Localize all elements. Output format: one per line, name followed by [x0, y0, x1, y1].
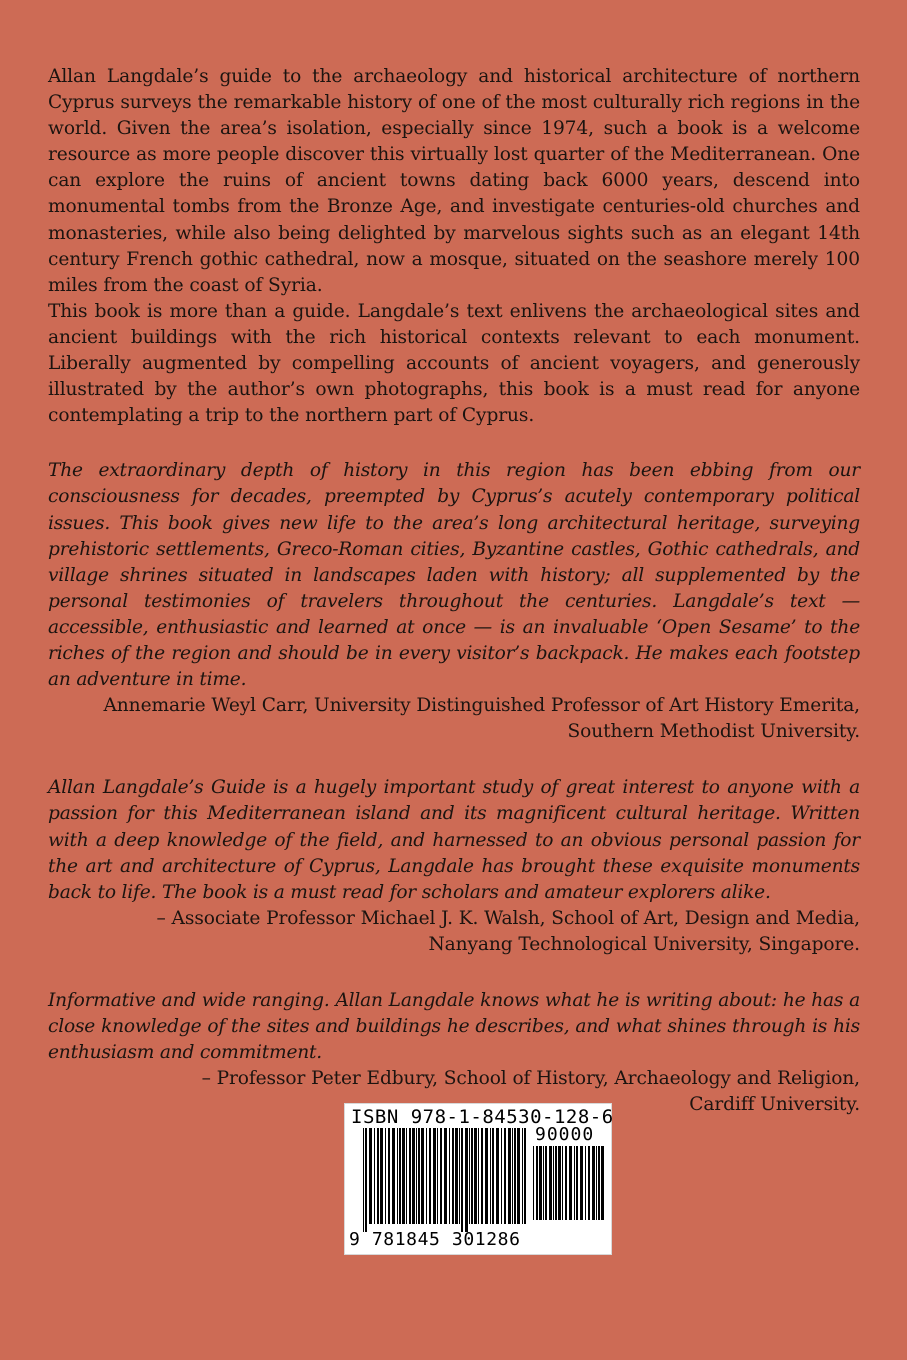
barcode-bar	[402, 1128, 405, 1224]
barcode-bar	[426, 1128, 427, 1224]
barcode-bar	[363, 1128, 364, 1232]
barcode-bar	[601, 1146, 604, 1220]
barcode-bar	[485, 1128, 488, 1224]
review-quote: Informative and wide ranging. Allan Langdale knows what he is writing about: he has a close knowledge of the sites and buildings he describes, and what shines through is his enthusiasm and commitment.	[48, 990, 860, 1064]
barcode-bar	[388, 1128, 390, 1224]
addon-code: 90000	[535, 1124, 595, 1145]
barcode-bar	[421, 1128, 424, 1224]
barcode-bar	[580, 1146, 583, 1220]
barcode-bar	[397, 1128, 398, 1224]
blurb-paragraph-1: Allan Langdale’s guide to the archaeology and historical architecture of northern Cyprus surveys the remarkable history of one of the most culturally rich regions in the world. Given the area’s isolation, especially since 1974, such a book is a welcome resource as more people discover this virtually lost quarter of the Mediterranean. One can explore the ruins of ancient towns dating back 6000 years, descend into monumental tombs from the Bronze Age, and investigate centuries-old churches and monasteries, while also being delighted by marvelous sights such as an elegant 14th century French gothic cathedral, now a mosque, situated on the seashore merely 100 miles from the coast of Syria.	[48, 66, 860, 296]
barcode-bar	[562, 1146, 563, 1220]
addon-bars	[533, 1146, 605, 1228]
review-attribution	[48, 906, 860, 958]
review-attribution-line: – Professor Peter Edbury, School of History, Archaeology and Religion,	[201, 1068, 860, 1090]
review-3	[48, 988, 860, 1118]
barcode-bar	[412, 1128, 415, 1224]
barcode-bar	[592, 1146, 595, 1220]
barcode-bar	[437, 1128, 438, 1224]
barcode-bar	[508, 1128, 511, 1224]
review-attribution-line: – Associate Professor Michael J. K. Walsh, School of Art, Design and Media,	[156, 907, 860, 929]
barcode-bar	[474, 1128, 477, 1224]
barcode-bar	[416, 1128, 417, 1224]
barcode-bar	[481, 1128, 483, 1224]
review-attribution	[48, 693, 860, 745]
barcode-bar	[569, 1146, 572, 1220]
barcode-bar	[536, 1146, 538, 1220]
barcode-bar	[501, 1128, 502, 1224]
ean13-bars	[363, 1128, 529, 1232]
barcode-bar	[539, 1146, 542, 1220]
barcode-bar	[555, 1146, 557, 1220]
barcode-bar	[524, 1128, 526, 1224]
barcode-bar	[365, 1128, 367, 1232]
barcode-bar	[392, 1128, 395, 1224]
barcode-bar	[517, 1128, 520, 1224]
barcode-bar	[558, 1146, 561, 1220]
barcode-bar	[545, 1146, 547, 1220]
barcode-bar	[522, 1128, 523, 1224]
review-attribution-line: Cardiff University.	[689, 1094, 860, 1116]
barcode-bar	[374, 1128, 375, 1224]
review-attribution-line: Southern Methodist University.	[567, 721, 860, 743]
barcode-bar	[380, 1128, 383, 1224]
barcode-bar	[459, 1128, 460, 1224]
barcode-bar	[409, 1128, 411, 1224]
barcode-bar	[553, 1146, 554, 1220]
review-attribution-line: Nanyang Technological University, Singapore.	[428, 933, 860, 955]
barcode-bar	[492, 1128, 494, 1224]
barcode-bar	[461, 1128, 463, 1232]
barcode-bar	[418, 1128, 420, 1224]
barcode-bar	[369, 1128, 372, 1224]
review-2	[48, 775, 860, 958]
barcode-bar	[565, 1146, 567, 1220]
barcode-bar	[512, 1128, 513, 1224]
barcode-bar	[452, 1128, 454, 1224]
back-cover-text	[48, 64, 860, 1118]
barcode-bar	[399, 1128, 401, 1224]
barcode-bar	[449, 1128, 450, 1224]
barcode-bar	[406, 1128, 407, 1224]
barcode-bar	[440, 1128, 442, 1224]
isbn-barcode	[344, 1103, 612, 1255]
barcode-bar	[598, 1146, 600, 1220]
blurb-paragraph-2: This book is more than a guide. Langdale’s text enlivens the archaeological sites and ancient buildings with the rich historical contexts relevant to each monument. Liberally augmented by compelling accounts of ancient voyagers, and generously illustrated by the author’s own photographs, this book is a must read for anyone contemplating a trip to the northern part of Cyprus.	[48, 300, 860, 427]
barcode-bar	[533, 1146, 534, 1220]
barcode-bar	[574, 1146, 575, 1220]
barcode-bar	[385, 1128, 386, 1224]
barcode-bar	[543, 1146, 544, 1220]
review-1	[48, 458, 860, 745]
barcode-bar	[596, 1146, 597, 1220]
barcode-bar	[496, 1128, 499, 1224]
barcode-bar	[585, 1146, 586, 1220]
barcode-bar	[469, 1128, 470, 1224]
barcode-bar	[455, 1128, 458, 1224]
ean-digits: 9 781845 301286	[349, 1229, 521, 1250]
barcode-bar	[588, 1146, 590, 1220]
barcode-bar	[471, 1128, 473, 1224]
barcode-bar	[377, 1128, 379, 1224]
isbn-label: ISBN 978-1-84530-128-6	[351, 1106, 614, 1128]
barcode-bar	[465, 1128, 468, 1232]
barcode-bar	[490, 1128, 491, 1224]
barcode-bar	[478, 1128, 479, 1224]
barcode-bar	[504, 1128, 506, 1224]
barcode-bar	[429, 1128, 431, 1224]
barcode-bar	[433, 1128, 436, 1224]
barcode-bar	[576, 1146, 578, 1220]
review-attribution-line: Annemarie Weyl Carr, University Distinguished Professor of Art History Emerita,	[103, 695, 860, 717]
barcode-bar	[444, 1128, 447, 1224]
barcode-bar	[549, 1146, 552, 1220]
barcode-bar	[514, 1128, 516, 1224]
review-quote: The extraordinary depth of history in this region has been ebbing from our consciousness for decades, preempted by Cyprus’s acutely contemporary political issues. This book gives new life to the area’s long architectural heritage, surveying prehistoric settlements, Greco-Roman cities, Byzantine castles, Gothic cathedrals, and village shrines situated in landscapes laden with history; all supplemented by the personal testimonies of travelers throughout the centuries. Langdale’s text — accessible, enthusiastic and learned at once — is an invaluable ‘Open Sesame’ to the riches of the region and should be in every visitor’s backpack. He makes each footstep an adventure in time.	[48, 460, 860, 691]
review-quote: Allan Langdale’s Guide is a hugely important study of great interest to anyone with a passion for this Mediterranean island and its magnificent cultural heritage. Written with a deep knowledge of the field, and harnessed to an obvious personal passion for the art and architecture of Cyprus, Langdale has brought these exquisite monuments back to life. The book is a must read for scholars and amateur explorers alike.	[48, 777, 860, 903]
